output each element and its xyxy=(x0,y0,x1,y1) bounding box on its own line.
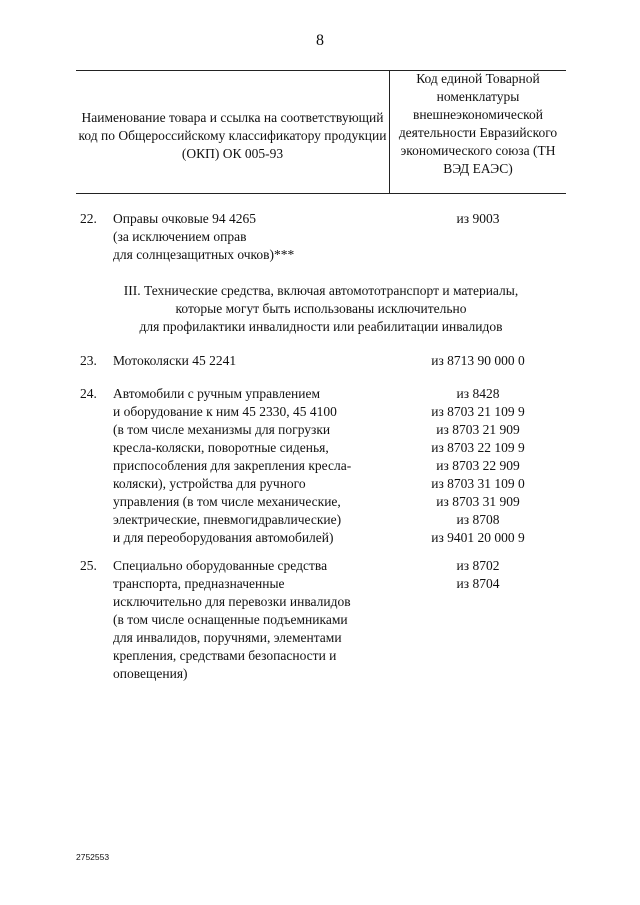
header-product-name: Наименование товара и ссылка на соответствующий код по Общероссийскому классификатору продукции (ОКП) ОК 005-93 xyxy=(78,110,387,161)
row-codes: из 8428 из 8703 21 109 9 из 8703 21 909 из 8703 22 109 9 из 8703 22 909 из 8703 31 109 0 из 8703 31 909 из 8708 из 9401 20 000 9 xyxy=(431,386,525,545)
row-number: 22. xyxy=(80,211,97,226)
row-name: Оправы очковые 94 4265 (за исключением оправ для солнцезащитных очков)*** xyxy=(113,211,295,262)
row-name: Мотоколяски 45 2241 xyxy=(113,353,237,368)
page-number: 8 xyxy=(316,32,324,49)
row-codes: из 8713 90 000 0 xyxy=(431,353,525,368)
row-codes: из 8702 из 8704 xyxy=(456,558,500,591)
row-name: Специально оборудованные средства транспорта, предназначенные исключительно для перевозки инвалидов (в том числе оснащенные подъемниками для инвалидов, поручнями, элементами крепления, средствами безопасности и оповещения) xyxy=(113,558,351,681)
row-number: 25. xyxy=(80,558,97,573)
row-number: 23. xyxy=(80,353,97,368)
header-tnved-code: Код единой Товарной номенклатуры внешнеэкономической деятельности Евразийского экономического союза (ТН ВЭД ЕАЭС) xyxy=(398,71,558,176)
row-number: 24. xyxy=(80,386,97,401)
table-header-bottom-rule xyxy=(76,193,566,194)
document-id: 2752553 xyxy=(76,852,110,862)
row-name: Автомобили с ручным управлением и оборудование к ним 45 2330, 45 4100 (в том числе механизмы для погрузки кресла-коляски, поворотные сиденья, приспособления для закрепления кресла- коляски), устройства для ручного управления (в том числе механические, электрические, пневмогидравлические) и для переоборудования автомобилей) xyxy=(113,386,352,545)
section-title: III. Технические средства, включая автомототранспорт и материалы, которые могут быть использованы исключительно для профилактики инвалидности или реабилитации инвалидов xyxy=(123,283,519,334)
row-codes: из 9003 xyxy=(456,211,500,226)
